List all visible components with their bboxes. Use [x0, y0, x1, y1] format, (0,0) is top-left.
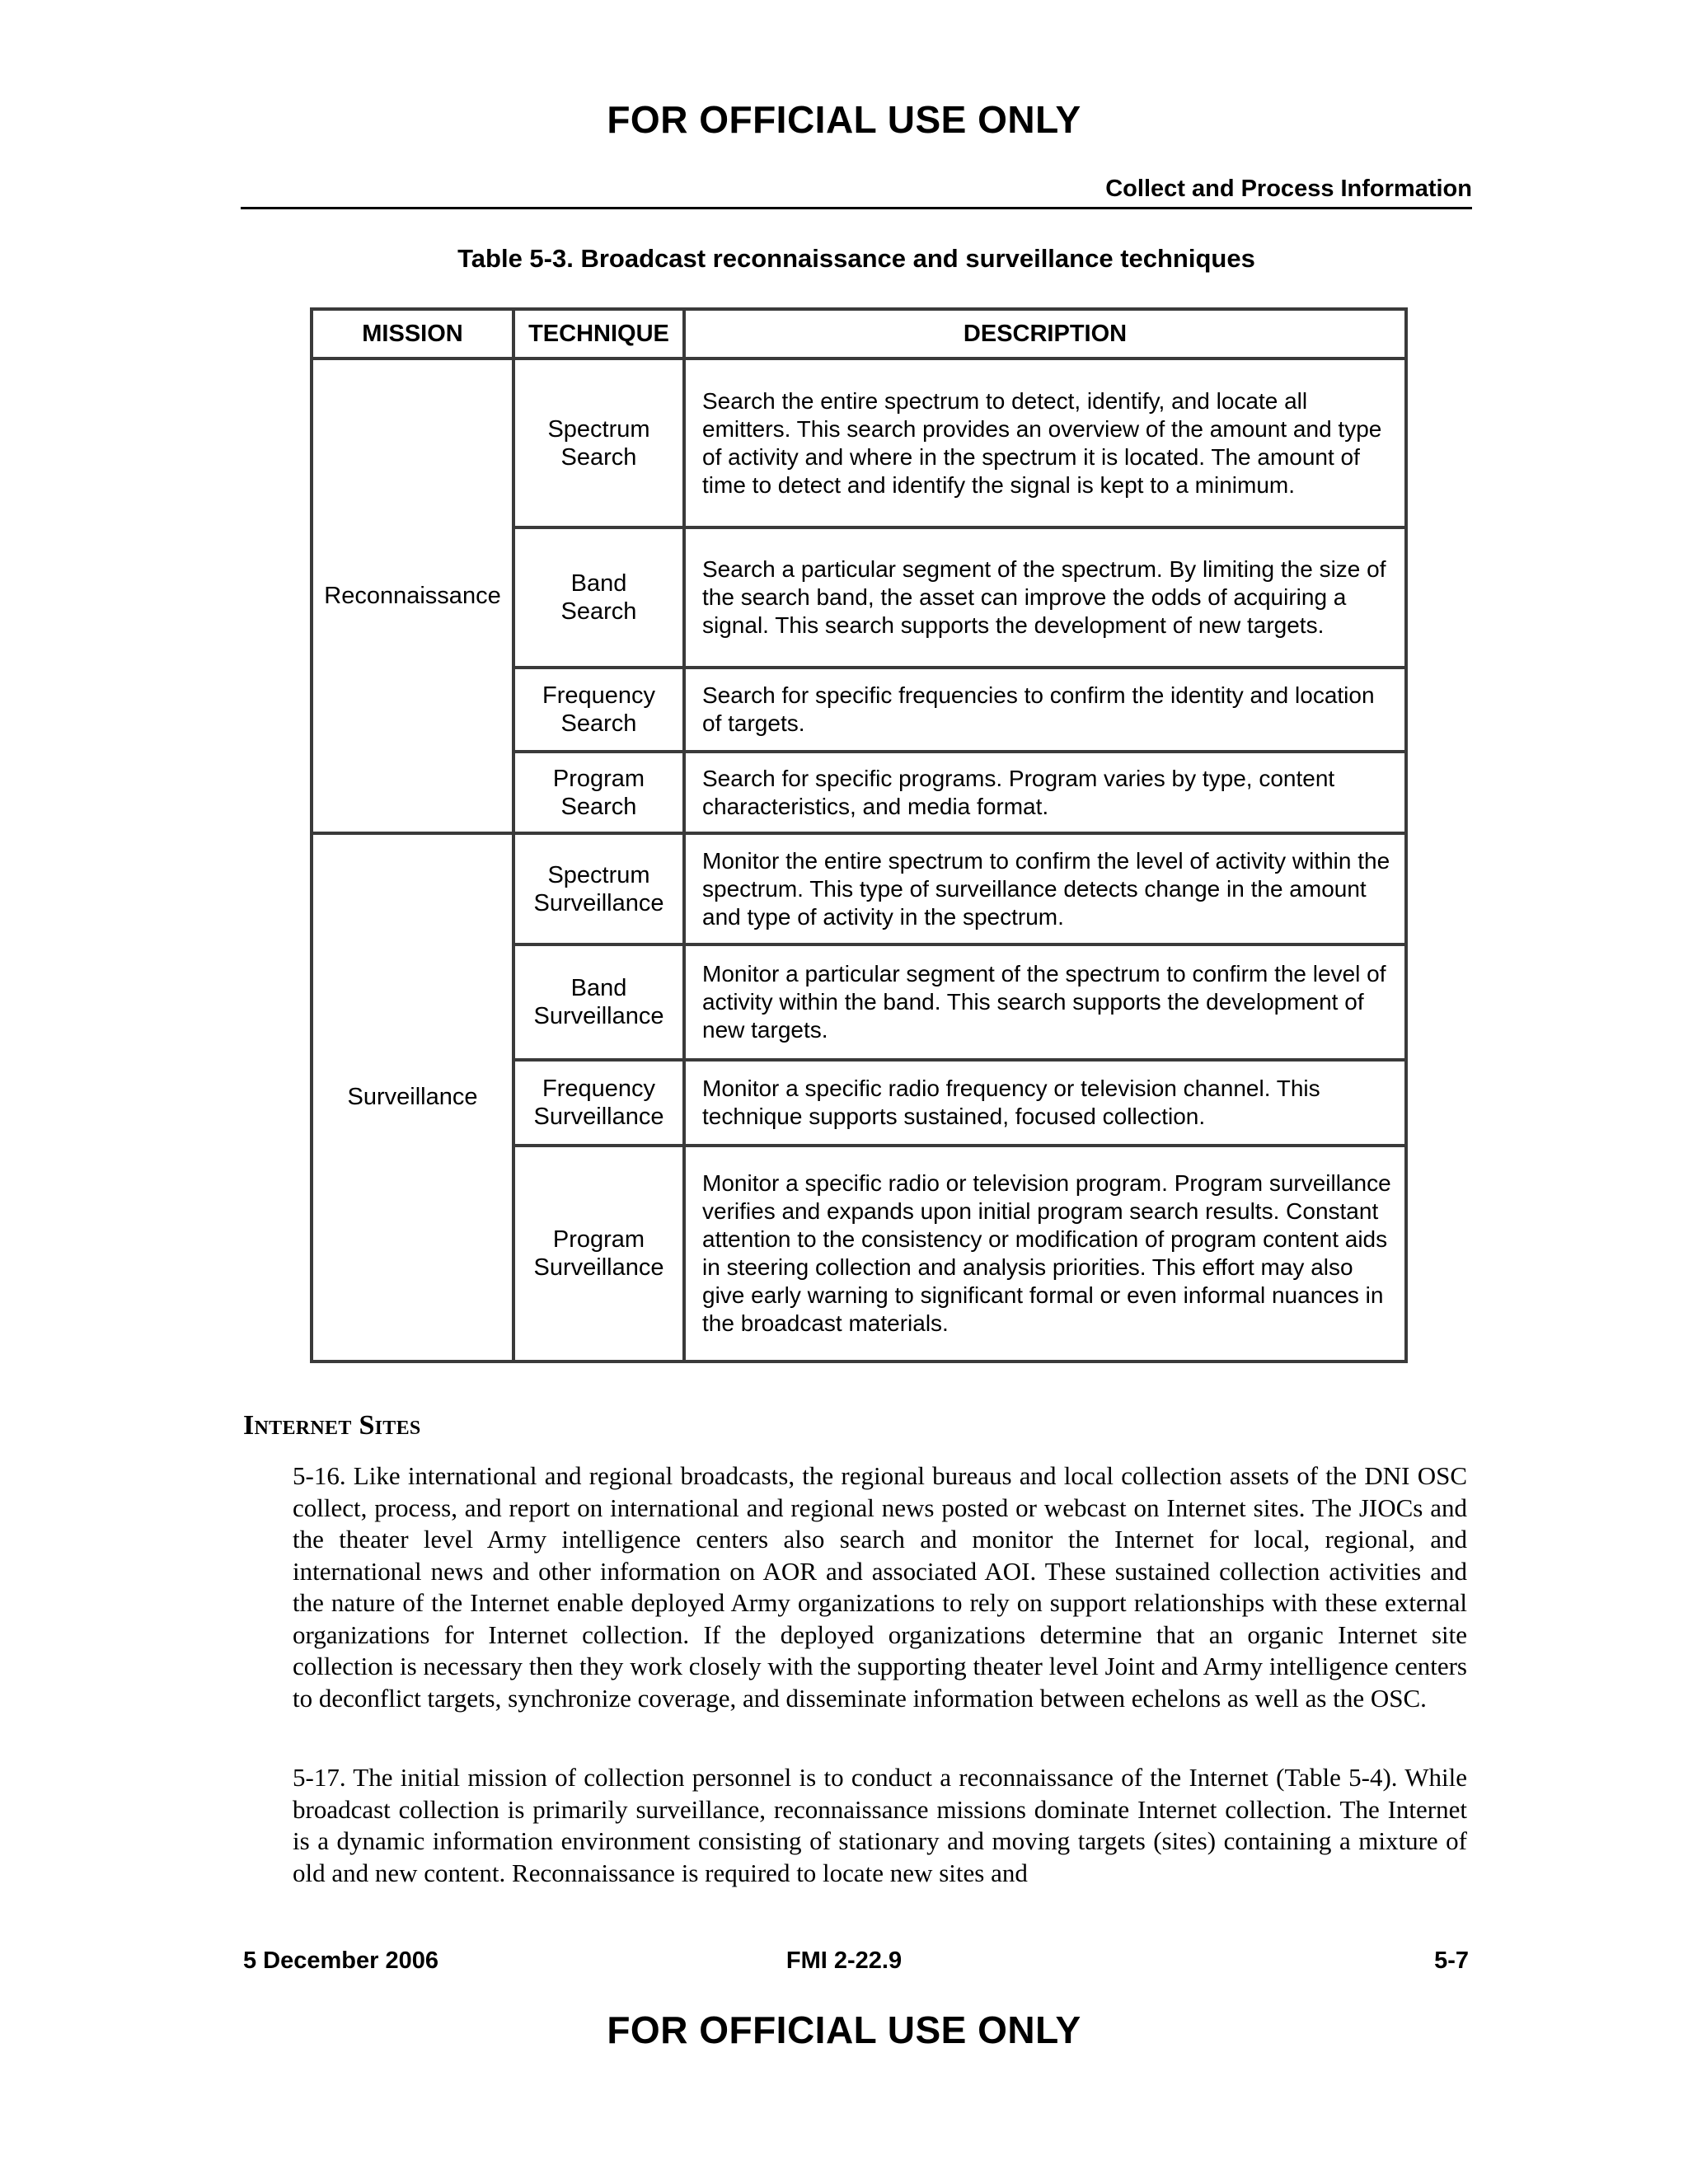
technique-line: Frequency [542, 682, 655, 709]
section-heading: Internet Sites [243, 1410, 421, 1441]
description-cell: Monitor a particular segment of the spectrum to confirm the level of activity within the band. This search supports the development of new targets. [684, 944, 1406, 1060]
classification-banner-bottom: FOR OFFICIAL USE ONLY [607, 2008, 1081, 2051]
technique-cell [513, 1146, 684, 1361]
technique-line: Surveillance [533, 889, 664, 916]
technique-cell [513, 1060, 684, 1146]
technique-line: Search [560, 710, 637, 737]
technique-line: Search [560, 443, 637, 471]
technique-line: Band [570, 975, 627, 1001]
table-caption: Table 5-3. Broadcast reconnaissance and surveillance techniques [457, 244, 1255, 273]
footer-page-number: 5-7 [1434, 1947, 1469, 1974]
technique-line: Frequency [542, 1076, 655, 1102]
technique-line: Band [570, 570, 627, 597]
technique-line: Search [560, 793, 637, 820]
technique-cell [513, 944, 684, 1060]
header-technique: TECHNIQUE [513, 309, 684, 359]
description-cell: Monitor a specific radio or television program. Program surveillance verifies and expands upon initial program search results. Constant attention to the consistency or modification of program content aids in steering collection and analysis priorities. This effort may also give early warning to significant formal or even informal nuances in the broadcast materials. [684, 1146, 1406, 1361]
techniques-table [310, 307, 1408, 1363]
technique-cell [513, 833, 684, 944]
description-cell: Monitor the entire spectrum to confirm the level of activity within the spectrum. This type of surveillance detects change in the amount and type of activity in the spectrum. [684, 833, 1406, 944]
technique-line: Surveillance [533, 1003, 664, 1029]
paragraph: 5-17. The initial mission of collection personnel is to conduct a reconnaissance of the Internet (Table 5-4). While broadcast collection is primarily surveillance, reconnaissance missions dominate Internet collection. The Internet is a dynamic information environment consisting of stationary and moving targets (sites) containing a mixture of old and new content. Reconnaissance is required to locate new sites and [293, 1763, 1467, 1887]
technique-cell [513, 359, 684, 527]
technique-line: Program [552, 765, 645, 792]
description-cell: Search for specific programs. Program varies by type, content characteristics, and media format. [684, 752, 1406, 833]
description-cell: Search for specific frequencies to confirm the identity and location of targets. [684, 668, 1406, 752]
table-row [312, 833, 1406, 944]
technique-line: Search [560, 598, 637, 625]
header-mission: MISSION [312, 309, 513, 359]
description-cell: Search the entire spectrum to detect, identify, and locate all emitters. This search provides an overview of the amount and type of activity and where in the spectrum it is located. The amount of time to detect and identify the signal is kept to a minimum. [684, 359, 1406, 527]
technique-line: Surveillance [533, 1104, 664, 1130]
header-rule [241, 207, 1472, 209]
technique-cell [513, 752, 684, 833]
classification-banner-top: FOR OFFICIAL USE ONLY [607, 98, 1081, 141]
paragraph: 5-16. Like international and regional broadcasts, the regional bureaus and local collection assets of the DNI OSC collect, process, and report on international and regional news posted or webcast on Internet sites. The JIOCs and the theater level Army intelligence centers also search and monitor the Internet for local, regional, and international news and other information on AOR and associated AOI. These sustained collection activities and the nature of the Internet enable deployed Army organizations to rely on support relationships with these external organizations for Internet collection. If the deployed organizations determine that an organic Internet site collection is necessary then they work closely with the supporting theater level Joint and Army intelligence centers to deconflict targets, synchronize coverage, and disseminate information between echelons as well as the OSC. [293, 1461, 1467, 1713]
technique-cell [513, 527, 684, 668]
running-head: Collect and Process Information [1105, 176, 1472, 202]
technique-line: Spectrum [547, 861, 650, 888]
mission-reconnaissance: Reconnaissance [312, 359, 513, 833]
footer-document-id: FMI 2-22.9 [785, 1947, 903, 1974]
table-header-row [312, 309, 1406, 359]
technique-cell [513, 668, 684, 752]
header-description: DESCRIPTION [684, 309, 1406, 359]
mission-surveillance: Surveillance [312, 833, 513, 1361]
technique-line: Program [552, 1226, 645, 1253]
description-cell: Monitor a specific radio frequency or television channel. This technique supports sustained, focused collection. [684, 1060, 1406, 1146]
footer-date: 5 December 2006 [243, 1947, 438, 1974]
technique-line: Surveillance [533, 1254, 664, 1281]
technique-line: Spectrum [547, 415, 650, 443]
description-cell: Search a particular segment of the spectrum. By limiting the size of the search band, the asset can improve the odds of acquiring a signal. This search supports the development of new targets. [684, 527, 1406, 668]
table-row [312, 359, 1406, 527]
